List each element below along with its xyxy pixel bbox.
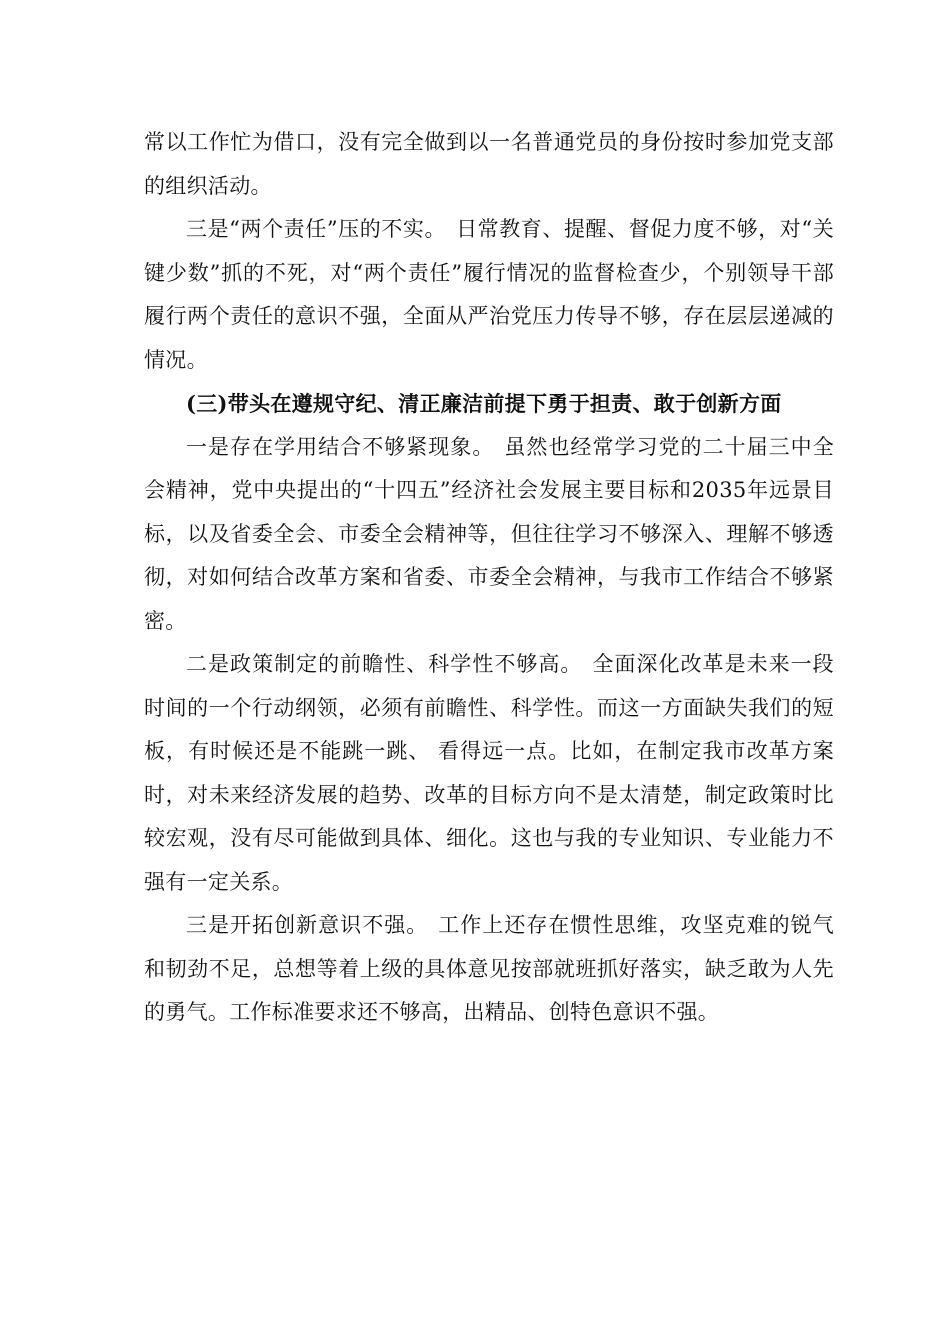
document-body xyxy=(144,121,834,1035)
paragraph-lead: 三是“两个责任”压的不实。 xyxy=(186,217,447,241)
paragraph-text: 日常教育、提醒、督促力度不够，对“关键少数”抓的不死，对“两个责任”履行情况的监督检查少，个别领导干部履行两个责任的意识不强，全面从严治党压力传导不够，存在层层递减的情况。 xyxy=(144,217,835,372)
paragraph-text: 常以工作忙为借口，没有完全做到以一名普通党员的身份按时参加党支部的组织活动。 xyxy=(144,130,834,198)
section-heading xyxy=(144,382,834,426)
paragraph-study-application xyxy=(144,426,834,644)
section-heading-text: (三)带头在遵规守纪、清正廉洁前提下勇于担责、敢于创新方面 xyxy=(186,391,782,416)
paragraph-text: 工作上还存在惯性思维，攻坚克难的锐气和韧劲不足，总想等着上级的具体意见按部就班抓好落实，缺乏敢为人先的勇气。工作标准要求还不够高，出精品、创特色意识不强。 xyxy=(144,913,834,1024)
paragraph-policy-making xyxy=(144,643,834,904)
paragraph-text: 全面深化改革是未来一段时间的一个行动纲领，必须有前瞻性、科学性。而这一方面缺失我们的短板，有时候还是不能跳一跳、 看得远一点。比如，在制定我市改革方案时，对未来经济发展的趋势、改革的目标方向不是太清楚，制定政策时比较宏观，没有尽可能做到具体、细化。这也与我的专业知识、专业能力不强有一定关系。 xyxy=(144,652,834,894)
paragraph-innovation xyxy=(144,904,834,1035)
paragraph-lead: 二是政策制定的前瞻性、科学性不够高。 xyxy=(186,652,583,676)
paragraph-continuation xyxy=(144,121,834,208)
paragraph-two-responsibilities xyxy=(144,208,834,382)
paragraph-lead: 三是开拓创新意识不强。 xyxy=(186,913,429,937)
paragraph-lead: 一是存在学用结合不够紧现象。 xyxy=(186,434,495,459)
paragraph-text: 虽然也经常学习党的二十届三中全会精神，党中央提出的“十四五”经济社会发展主要目标和2035年远景目标，以及省委全会、市委全会精神等，但往往学习不够深入、理解不够透彻，对如何结合改革方案和省委、市委全会精神，与我市工作结合不够紧密。 xyxy=(144,434,835,633)
